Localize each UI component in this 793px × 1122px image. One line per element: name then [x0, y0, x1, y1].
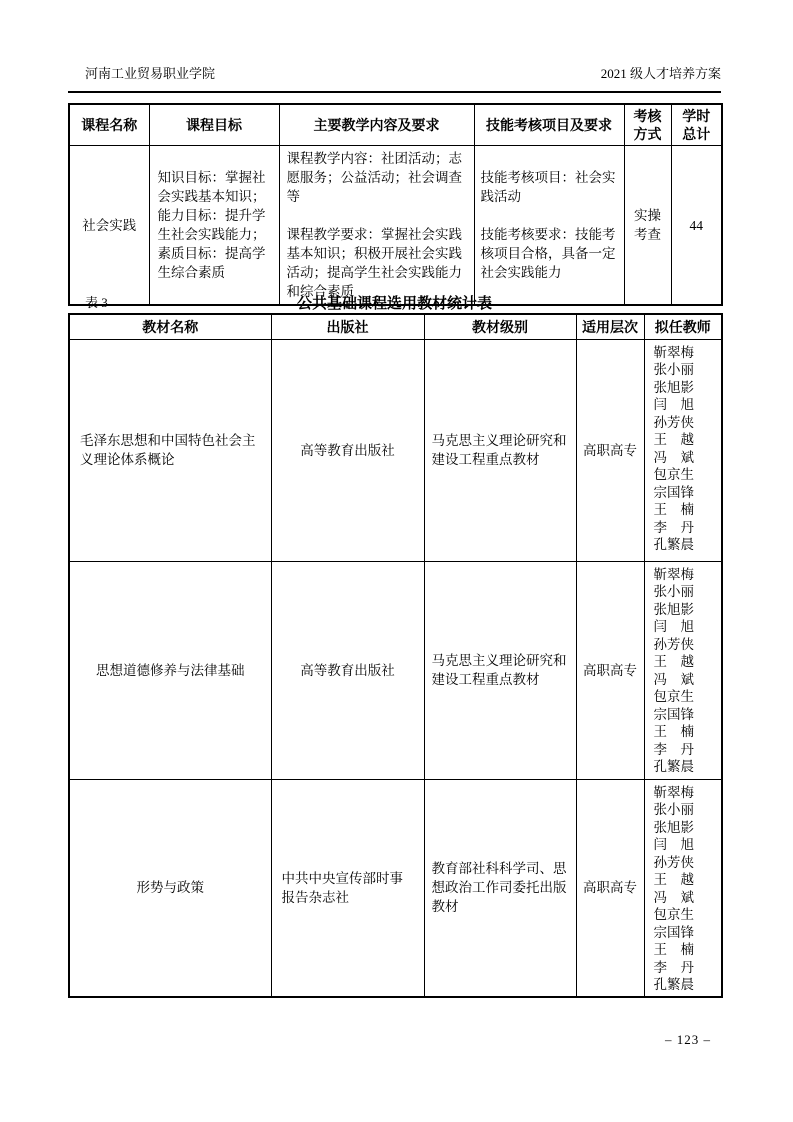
col-header-applicable-layer: 适用层次: [576, 314, 644, 339]
teacher-name: 包京生: [653, 467, 694, 482]
teacher-name: 冯 斌: [653, 449, 694, 465]
teachers-cell: [644, 561, 722, 779]
course-table-header-row: [69, 104, 722, 146]
teacher-name: 包京生: [653, 907, 694, 922]
textbook-name-text: 毛泽东思想和中国特色社会主义理论体系概论: [80, 433, 256, 467]
col-header-course-name: 课程名称: [69, 104, 149, 146]
assessment-method-cell: 实操考查: [624, 146, 671, 306]
textbook-level-cell: [424, 561, 576, 779]
textbook-table: [68, 313, 723, 998]
teacher-name: 闫 旭: [653, 837, 694, 852]
teacher-name: 靳翠梅: [653, 784, 694, 800]
textbook-level-text: 马克思主义理论研究和建设工程重点教材: [431, 653, 567, 687]
teacher-name: 宗国锋: [653, 924, 694, 940]
teachers-cell: [644, 339, 722, 561]
teacher-name: 孙芳侠: [653, 854, 694, 870]
col-header-proposed-teachers: 拟任教师: [644, 314, 722, 339]
teaching-requirement-paragraph: 课程教学要求：掌握社会实践基本知识；积极开展社会实践活动；提高学生社会实践能力和综合素质: [286, 227, 462, 299]
textbook-name-text: 思想道德修养与法律基础: [96, 662, 245, 678]
header-school-name: 河南工业贸易职业学院: [85, 66, 216, 81]
col-header-teaching-content: 主要教学内容及要求: [279, 104, 474, 146]
teacher-name: 包京生: [653, 689, 694, 704]
teacher-name: 王 越: [653, 432, 694, 447]
course-objectives-cell: 知识目标：掌握社会实践基本知识；能力目标：提升学生社会实践能力；素质目标：提高学生综合素质: [149, 146, 279, 306]
col-header-textbook-level: 教材级别: [424, 314, 576, 339]
teacher-name: 张旭影: [653, 819, 694, 835]
teacher-name: 孔繁晨: [653, 537, 694, 552]
teacher-name: 靳翠梅: [653, 566, 694, 582]
publisher-cell: [271, 339, 424, 561]
teacher-name: 孙芳侠: [653, 636, 694, 652]
publisher-text: 高等教育出版社: [300, 442, 395, 458]
table3-number: 表 3: [85, 295, 108, 310]
teacher-name: 张旭影: [653, 379, 694, 395]
col-header-skill-assessment: 技能考核项目及要求: [474, 104, 624, 146]
textbook-level-text: 教育部社科科学司、思想政治工作司委托出版教材: [431, 861, 567, 914]
teacher-name: 孔繁晨: [653, 977, 694, 992]
col-header-course-goal: 课程目标: [149, 104, 279, 146]
skill-assessment-cell: [474, 146, 624, 306]
textbook-row-maozedong-sixiang: [69, 339, 722, 561]
textbook-table-header-row: [69, 314, 722, 339]
textbook-name-cell: [69, 561, 271, 779]
textbook-row-xingshi-zhengce: [69, 779, 722, 997]
course-name-cell: 社会实践: [69, 146, 149, 306]
table3-caption: [68, 292, 721, 312]
textbook-level-text: 马克思主义理论研究和建设工程重点教材: [431, 433, 567, 467]
page-number: – 123 –: [665, 1032, 711, 1047]
teacher-name: 冯 斌: [653, 889, 694, 905]
teacher-name: 王 楠: [653, 942, 694, 957]
teacher-name: 李 丹: [653, 959, 694, 975]
page-header: [68, 66, 721, 82]
publisher-cell: [271, 561, 424, 779]
applicable-layer-cell: 高职高专: [576, 339, 644, 561]
teacher-name: 张小丽: [653, 584, 694, 599]
table3-title: 公共基础课程选用教材统计表: [296, 295, 492, 312]
teacher-name: 冯 斌: [653, 671, 694, 687]
col-header-assessment-method: 考核方式: [624, 104, 671, 146]
textbook-row-sixiang-daode: [69, 561, 722, 779]
col-header-total-hours: 学时总计: [671, 104, 722, 146]
skill-item-paragraph: 技能考核项目：社会实践活动: [480, 170, 616, 204]
header-rule: [68, 91, 721, 93]
applicable-layer-cell: 高职高专: [576, 779, 644, 997]
teacher-name: 靳翠梅: [653, 344, 694, 360]
total-hours-cell: 44: [671, 146, 722, 306]
textbook-level-cell: [424, 339, 576, 561]
teaching-content-cell: [279, 146, 474, 306]
publisher-cell: [271, 779, 424, 997]
textbook-name-cell: [69, 339, 271, 561]
col-header-publisher: 出版社: [271, 314, 424, 339]
teacher-name: 闫 旭: [653, 619, 694, 634]
teacher-name: 闫 旭: [653, 397, 694, 412]
textbook-name-cell: [69, 779, 271, 997]
teacher-name: 宗国锋: [653, 484, 694, 500]
teacher-name: 张小丽: [653, 362, 694, 377]
teaching-content-paragraph: 课程教学内容：社团活动；志愿服务；公益活动；社会调查等: [286, 151, 462, 204]
skill-requirement-paragraph: 技能考核要求：技能考核项目合格，具备一定社会实践能力: [480, 227, 616, 280]
teacher-name: 王 越: [653, 654, 694, 669]
teacher-name: 张小丽: [653, 802, 694, 817]
col-header-textbook-name: 教材名称: [69, 314, 271, 339]
teacher-name: 王 楠: [653, 724, 694, 739]
teacher-name: 宗国锋: [653, 706, 694, 722]
publisher-text: 中共中央宣传部时事报告杂志社: [281, 870, 403, 905]
course-table-row: [69, 146, 722, 306]
teacher-name: 李 丹: [653, 741, 694, 757]
teachers-cell: [644, 779, 722, 997]
course-table: [68, 103, 723, 306]
teacher-name: 王 楠: [653, 502, 694, 517]
textbook-name-text: 形势与政策: [136, 880, 204, 895]
header-plan-title: 2021 级人才培养方案: [600, 66, 721, 81]
textbook-level-cell: [424, 779, 576, 997]
teacher-name: 李 丹: [653, 519, 694, 535]
teacher-name: 王 越: [653, 872, 694, 887]
publisher-text: 高等教育出版社: [300, 662, 395, 678]
teacher-name: 孙芳侠: [653, 414, 694, 430]
teacher-name: 张旭影: [653, 601, 694, 617]
applicable-layer-cell: 高职高专: [576, 561, 644, 779]
teacher-name: 孔繁晨: [653, 759, 694, 774]
